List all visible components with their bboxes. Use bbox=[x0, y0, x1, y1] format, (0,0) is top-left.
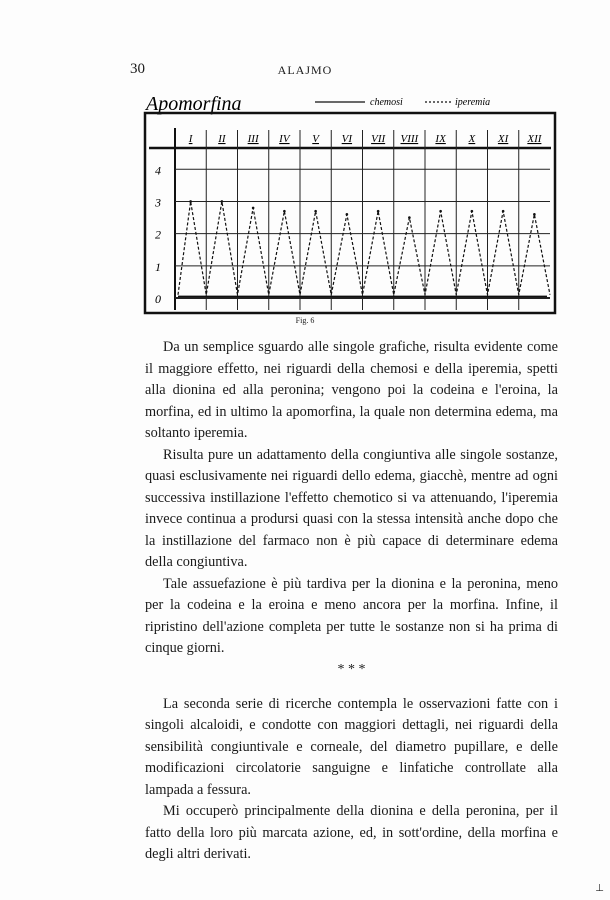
paragraph: Mi occuperò principalmente della dionina e della peronina, per il fatto della loro più marcata azione, ed, in sott'ordine, della morfina e degli altri derivati. bbox=[145, 803, 558, 862]
chart-title: Apomorfina bbox=[146, 93, 242, 115]
x-tick-label: XI bbox=[497, 133, 509, 145]
page-number: 30 bbox=[130, 61, 145, 77]
y-tick-label: 3 bbox=[155, 195, 161, 210]
paragraph: Tale assuefazione è più tardiva per la dionina e la peronina, meno per la codeina e la eroina e meno ancora per la morfina. Infine, il ripristino dell'azione completa per tutte le sostanze non si ha prima di cinque giorni. bbox=[145, 575, 558, 656]
figure-chart bbox=[140, 88, 560, 316]
x-tick-label: IX bbox=[435, 133, 446, 145]
data-point-iperemia bbox=[221, 200, 224, 203]
paragraph: Da un semplice sguardo alle singole grafiche, risulta evidente come il maggiore effetto, nei riguardi della chemosi e della iperemia, spetti alla dionina ed alla peronina; vengono poi la codeina e l'eroina, la morfina, ed in ultimo la apomorfina, la quale non determina edema, ma soltanto iperemia. bbox=[145, 339, 558, 441]
figure-caption: Fig. 6 bbox=[295, 316, 315, 325]
data-point-iperemia bbox=[283, 210, 286, 213]
series-iperemia bbox=[178, 201, 550, 294]
data-point-iperemia bbox=[439, 210, 442, 213]
data-point-iperemia bbox=[533, 213, 536, 216]
running-head: ALAJMO bbox=[277, 63, 333, 77]
paragraph: Risulta pure un adattamento della congiuntiva alle singole sostanze, quasi esclusivamente nei riguardi dello edema, giacchè, mentre ad ogni successiva instillazione l'effetto chemotico si va attenuando, l'iperemia invece continua a prodursi quasi con la stessa intensità anche dopo che la instillazione del farmaco non è più capace di determinare edema della congiuntiva. bbox=[145, 446, 558, 570]
data-point-iperemia bbox=[471, 210, 474, 213]
data-point-iperemia bbox=[252, 207, 255, 210]
y-tick-label: 0 bbox=[155, 292, 161, 306]
legend-label: iperemia bbox=[455, 97, 491, 108]
x-tick-label: VI bbox=[341, 133, 353, 145]
x-tick-label: IV bbox=[279, 133, 290, 145]
data-point-iperemia bbox=[502, 210, 505, 213]
x-tick-label: III bbox=[247, 133, 259, 145]
body-text bbox=[145, 337, 558, 866]
data-point-iperemia bbox=[189, 200, 192, 203]
corner-mark: ⊥ bbox=[595, 883, 604, 894]
y-tick-label: 1 bbox=[155, 259, 161, 274]
x-tick-label: VII bbox=[371, 133, 386, 145]
y-tick-label: 2 bbox=[155, 227, 161, 242]
data-point-iperemia bbox=[408, 216, 411, 219]
x-tick-label: XII bbox=[527, 133, 542, 145]
legend-label: chemosi bbox=[370, 97, 403, 108]
x-tick-label: VIII bbox=[400, 133, 419, 145]
y-tick-label: 4 bbox=[155, 163, 161, 178]
data-point-iperemia bbox=[314, 210, 317, 213]
data-point-iperemia bbox=[377, 210, 380, 213]
x-tick-label: X bbox=[468, 133, 476, 145]
section-separator: * * * bbox=[337, 661, 366, 677]
x-tick-label: II bbox=[218, 133, 226, 145]
x-tick-label: I bbox=[188, 133, 193, 145]
data-point-iperemia bbox=[346, 213, 349, 216]
paragraph: La seconda serie di ricerche contempla le osservazioni fatte con i singoli alcaloidi, e condotte con maggiori dettagli, nei riguardi della sensibilità congiuntivale e corneale, del diametro pupillare, e delle modificazioni circolatorie sanguigne e linfatiche controllate alla lampada a fessura. bbox=[145, 695, 558, 798]
x-tick-label: V bbox=[312, 133, 319, 145]
